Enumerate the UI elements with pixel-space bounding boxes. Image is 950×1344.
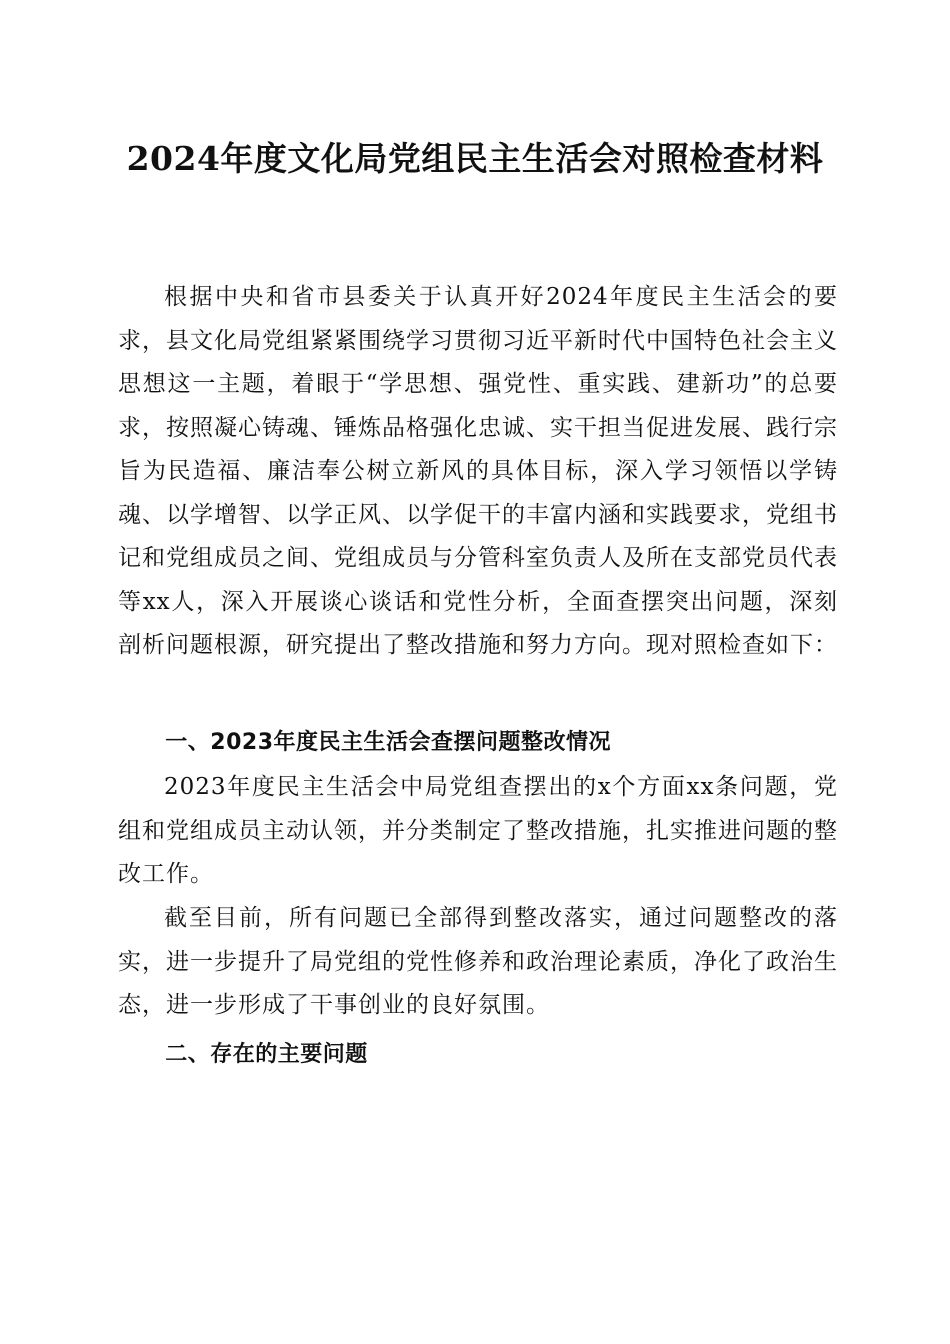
- progress-paragraph: 截至目前，所有问题已全部得到整改落实，通过问题整改的落实，进一步提升了局党组的党性修养和政治理论素质，净化了政治生态，进一步形成了干事创业的良好氛围。: [118, 905, 838, 1018]
- section-heading-2: 二、存在的主要问题: [165, 1042, 368, 1067]
- document-title: 2024年度文化局党组民主生活会对照检查材料: [126, 139, 824, 178]
- section-heading-1: 一、2023年度民主生活会查摆问题整改情况: [165, 730, 612, 755]
- rectification-paragraph: 2023年度民主生活会中局党组查摆出的x个方面xx条问题，党组和党组成员主动认领，并分类制定了整改措施，扎实推进问题的整改工作。: [118, 774, 838, 887]
- intro-paragraph: 根据中央和省市县委关于认真开好2024年度民主生活会的要求，县文化局党组紧紧围绕学习贯彻习近平新时代中国特色社会主义思想这一主题，着眼于“学思想、强党性、重实践、建新功”的总要求，按照凝心铸魂、锤炼品格强化忠诚、实干担当促进发展、践行宗旨为民造福、廉洁奉公树立新风的具体目标，深入学习领悟以学铸魂、以学增智、以学正风、以学促干的丰富内涵和实践要求，党组书记和党组成员之间、党组成员与分管科室负责人及所在支部党员代表等xx人，深入开展谈心谈话和党性分析，全面查摆突出问题，深刻剖析问题根源，研究提出了整改措施和努力方向。现对照检查如下：: [118, 284, 838, 658]
